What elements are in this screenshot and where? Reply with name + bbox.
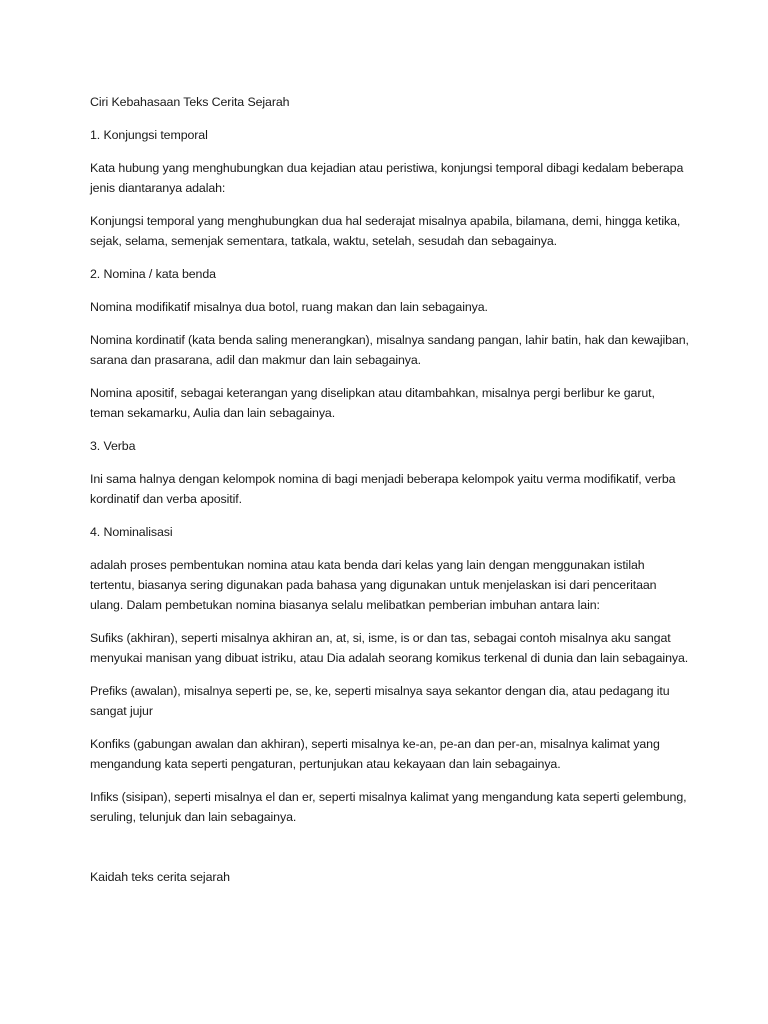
paragraph-prefiks: Prefiks (awalan), misalnya seperti pe, se, ke, seperti misalnya saya sekantor dengan dia, atau pedagang itu sangat jujur xyxy=(90,684,670,718)
paragraph-nomina-kordinatif: Nomina kordinatif (kata benda saling menerangkan), misalnya sandang pangan, lahir batin, hak dan kewajiban, sarana dan prasarana, adil dan makmur dan lain sebagainya. xyxy=(90,333,689,367)
paragraph-konfiks: Konfiks (gabungan awalan dan akhiran), seperti misalnya ke-an, pe-an dan per-an, misalnya kalimat yang mengandung kata seperti pengaturan, pertunjukan atau kekayaan dan lain sebagainya. xyxy=(90,737,660,771)
heading-verba: 3. Verba xyxy=(90,439,136,453)
paragraph-verba: Ini sama halnya dengan kelompok nomina di bagi menjadi beberapa kelompok yaitu verma modifikatif, verba kordinatif dan verba apositif. xyxy=(90,472,676,506)
closing-heading: Kaidah teks cerita sejarah xyxy=(90,870,230,884)
heading-konjungsi-temporal: 1. Konjungsi temporal xyxy=(90,128,208,142)
document-body xyxy=(90,92,690,900)
paragraph-nominalisasi: adalah proses pembentukan nomina atau kata benda dari kelas yang lain dengan menggunakan istilah tertentu, biasanya sering digunakan pada bahasa yang digunakan untuk menjelaskan isi dari penceritaan ulang. Dalam pembetukan nomina biasanya selalu melibatkan pemberian imbuhan antara lain: xyxy=(90,558,657,612)
document-title: Ciri Kebahasaan Teks Cerita Sejarah xyxy=(90,95,290,109)
paragraph-sufiks: Sufiks (akhiran), seperti misalnya akhiran an, at, si, isme, is or dan tas, sebagai contoh misalnya aku sangat menyukai manisan yang dibuat istriku, atau Dia adalah seorang komikus terkenal di dunia dan lain sebagainya. xyxy=(90,631,689,665)
paragraph-infiks: Infiks (sisipan), seperti misalnya el dan er, seperti misalnya kalimat yang mengandung kata seperti gelembung, seruling, telunjuk dan lain sebagainya. xyxy=(90,790,687,824)
heading-nomina: 2. Nomina / kata benda xyxy=(90,267,216,281)
heading-nominalisasi: 4. Nominalisasi xyxy=(90,525,173,539)
paragraph-konjungsi-definition: Kata hubung yang menghubungkan dua kejadian atau peristiwa, konjungsi temporal dibagi kedalam beberapa jenis diantaranya adalah: xyxy=(90,161,684,195)
paragraph-nomina-modifikatif: Nomina modifikatif misalnya dua botol, ruang makan dan lain sebagainya. xyxy=(90,300,488,314)
paragraph-konjungsi-examples: Konjungsi temporal yang menghubungkan dua hal sederajat misalnya apabila, bilamana, demi, hingga ketika, sejak, selama, semenjak sementara, tatkala, waktu, setelah, sesudah dan sebagainya. xyxy=(90,214,681,248)
paragraph-nomina-apositif: Nomina apositif, sebagai keterangan yang diselipkan atau ditambahkan, misalnya pergi berlibur ke garut, teman sekamarku, Aulia dan lain sebagainya. xyxy=(90,386,655,420)
